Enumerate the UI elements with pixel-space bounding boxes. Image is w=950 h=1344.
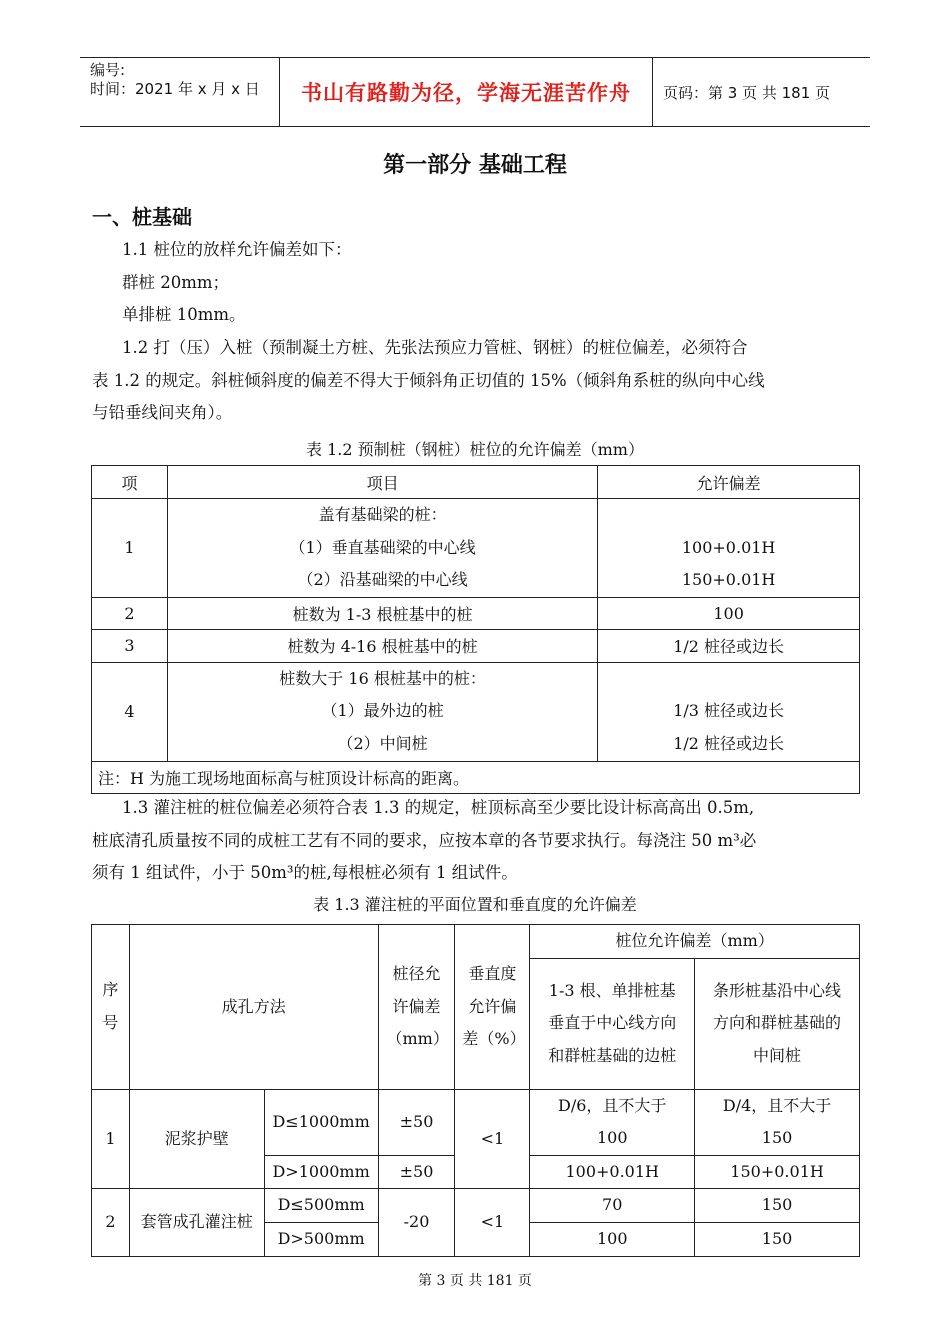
row-diameter-range: D>1000mm <box>264 1155 378 1189</box>
paragraph-1-1 <box>92 234 860 332</box>
item-line: 桩数大于 16 根桩基中的桩： <box>279 668 486 688</box>
row-vertical-tolerance: <1 <box>455 1189 530 1256</box>
col-header-no <box>92 925 130 1090</box>
row-no: 2 <box>92 597 168 629</box>
item-line: （2）中间桩 <box>337 733 428 753</box>
row-no: 4 <box>92 662 168 761</box>
section-heading: 一、桩基础 <box>92 205 192 229</box>
row-diameter-range: D≤1000mm <box>264 1089 378 1155</box>
row-item: 桩数为 4-16 根桩基中的桩 <box>167 629 597 662</box>
row-method <box>129 1189 264 1256</box>
header-time: 时间：2021 年 x 月 x 日 <box>90 80 260 98</box>
item-line: （1）垂直基础梁的中心线 <box>289 537 476 557</box>
row-position-middle: 150 <box>695 1222 860 1256</box>
value-line: 100+0.01H <box>681 537 776 557</box>
value-line <box>598 499 859 532</box>
table-row <box>92 499 860 598</box>
table-header-row <box>92 925 860 959</box>
table-header-row <box>92 466 860 499</box>
row-diameter-tolerance: -20 <box>378 1189 455 1256</box>
row-diameter-tolerance: ±50 <box>378 1089 455 1155</box>
cell-text: D/6，且不大于 100 <box>558 1095 667 1148</box>
value-line: 1/2 桩径或边长 <box>673 733 785 753</box>
table-1-3-caption: 表 1.3 灌注桩的平面位置和垂直度的允许偏差 <box>313 895 637 914</box>
table-row <box>92 662 860 761</box>
header-text: 垂直度允许偏差（%） <box>462 963 526 1049</box>
col-header-vertical <box>455 925 530 1090</box>
col-header-method: 成孔方法 <box>129 925 378 1090</box>
header-text: 桩径允许偏差（mm） <box>386 963 449 1049</box>
row-value: 1/2 桩径或边长 <box>598 629 860 662</box>
col-header-no: 项 <box>92 466 168 499</box>
row-position-middle: 150 <box>695 1189 860 1223</box>
header-text: 1-3 根、单排桩基垂直于中心线方向和群桩基础的边桩 <box>548 980 677 1065</box>
header-number: 编号: <box>90 61 126 79</box>
table-row <box>92 597 860 629</box>
value-line: 1/3 桩径或边长 <box>673 701 785 721</box>
col-header-position-middle <box>695 958 860 1089</box>
row-vertical-tolerance: <1 <box>455 1089 530 1189</box>
col-header-position: 桩位允许偏差（mm） <box>530 925 860 959</box>
table-1-3 <box>91 924 860 1257</box>
item-line: （1）最外边的桩 <box>321 701 444 721</box>
row-item: 桩数为 1-3 根桩基中的桩 <box>167 597 597 629</box>
para-text: 表 1.2 的规定。斜桩倾斜度的偏差不得大于倾斜角正切值的 15%（倾斜角系桩的纵向中心线 <box>92 370 765 390</box>
table-note-row <box>92 761 860 793</box>
row-position-middle <box>695 1089 860 1155</box>
row-value <box>598 662 860 761</box>
para-text: 1.1 桩位的放样允许偏差如下： <box>122 240 352 259</box>
row-value: 100 <box>598 597 860 629</box>
row-diameter-range: D≤500mm <box>264 1189 378 1223</box>
row-position-middle: 150+0.01H <box>695 1155 860 1189</box>
header-motto: 书山有路勤为径，学海无涯苦作舟 <box>280 58 653 126</box>
row-position-edge: 100 <box>530 1222 695 1256</box>
row-no: 3 <box>92 629 168 662</box>
row-item <box>167 499 597 598</box>
col-header-position-edge <box>530 958 695 1089</box>
row-no: 1 <box>92 499 168 598</box>
row-position-edge: 70 <box>530 1189 695 1223</box>
table-1-2 <box>91 465 860 794</box>
para-text: 单排桩 10mm。 <box>122 305 246 325</box>
row-method: 泥浆护壁 <box>129 1089 264 1189</box>
row-position-edge <box>530 1089 695 1155</box>
item-line: （2）沿基础梁的中心线 <box>297 570 468 590</box>
para-text: 1.3 灌注桩的桩位偏差必须符合表 1.3 的规定，桩顶标高至少要比设计标高高出 0.5m, <box>122 798 755 817</box>
table-row <box>92 629 860 662</box>
page-header <box>80 57 870 127</box>
header-text: 序号 <box>102 980 119 1032</box>
para-text: 群桩 20mm； <box>122 272 230 292</box>
value-line: 150+0.01H <box>681 570 776 590</box>
value-line <box>598 663 859 696</box>
para-text: 与铅垂线间夹角）。 <box>92 403 233 423</box>
table-row <box>92 1089 860 1155</box>
table-1-2-caption: 表 1.2 预制桩（钢桩）桩位的允许偏差（mm） <box>306 440 644 459</box>
table-note: 注：H 为施工现场地面标高与桩顶设计标高的距离。 <box>92 761 860 793</box>
table-row <box>92 1189 860 1223</box>
row-diameter-tolerance: ±50 <box>378 1155 455 1189</box>
col-header-tolerance: 允许偏差 <box>598 466 860 499</box>
paragraph-1-3 <box>92 792 860 890</box>
col-header-diameter <box>378 925 455 1090</box>
row-position-edge: 100+0.01H <box>530 1155 695 1189</box>
paragraph-1-2 <box>92 332 860 430</box>
header-text: 条形桩基沿中心线方向和群桩基础的中间桩 <box>713 980 842 1065</box>
header-meta <box>80 58 280 126</box>
row-item <box>167 662 597 761</box>
para-text: 1.2 打（压）入桩（预制凝土方桩、先张法预应力管桩、钢桩）的桩位偏差，必须符合 <box>122 338 748 357</box>
para-text: 桩底清孔质量按不同的成桩工艺有不同的要求，应按本章的各节要求执行。每浇注 50 m³必 <box>92 830 757 850</box>
item-line: 盖有基础梁的桩： <box>318 505 447 524</box>
para-text: 须有 1 组试件，小于 50m³的桩,每根桩必须有 1 组试件。 <box>92 863 518 883</box>
header-page-info: 页码：第 3 页 共 181 页 <box>663 83 831 102</box>
row-no: 2 <box>92 1189 130 1256</box>
cell-text: 套管成孔灌注桩 <box>140 1212 253 1232</box>
row-no: 1 <box>92 1089 130 1189</box>
col-header-item: 项目 <box>167 466 597 499</box>
cell-text: D/4，且不大于 150 <box>722 1095 832 1148</box>
row-diameter-range: D>500mm <box>264 1222 378 1256</box>
page-title: 第一部分 基础工程 <box>383 153 567 178</box>
row-value <box>598 499 860 598</box>
page-footer: 第 3 页 共 181 页 <box>418 1273 532 1289</box>
